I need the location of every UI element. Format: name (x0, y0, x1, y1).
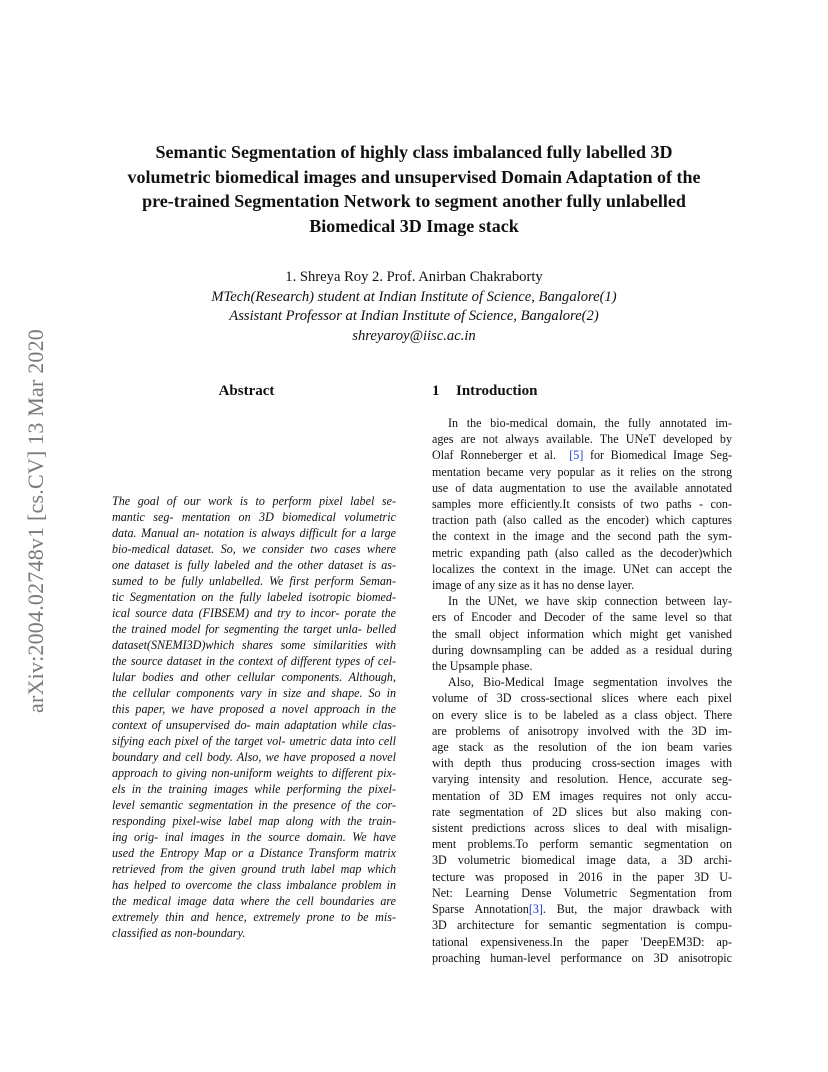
introduction-heading (432, 382, 732, 400)
paragraph-line (432, 447, 732, 463)
abstract-line: the medical image data where the cell boundaries are (112, 894, 396, 908)
abstract-line: boundary and cell body. Also, we have proposed a novel (112, 750, 396, 764)
paragraph-line: ers of Encoder and Decoder of the same level so that (432, 610, 732, 625)
author-block (96, 268, 732, 346)
paragraph-line: Also, Bio-Medical Image segmentation involves the (448, 675, 732, 690)
text-run: Sparse Annotation (432, 902, 529, 917)
abstract-line: els in the training images while performing the pixel- (112, 782, 396, 796)
paragraph-line: In the bio-medical domain, the fully annotated im- (448, 416, 732, 430)
paragraph-line: localizes the context in the image. UNet can accept the (432, 561, 732, 576)
abstract-line: sumed to be fully unlabelled. We first perform Seman- (112, 574, 396, 588)
paragraph-line: Net: Learning Dense Volumetric Segmentation from (432, 885, 732, 900)
abstract-line: one dataset is fully labeled and the other dataset is as- (112, 558, 396, 572)
title-line: volumetric biomedical images and unsupervised Domain Adaptation of the (127, 166, 701, 187)
abstract-line: ical source data (FIBSEM) and try to incor- porate the (112, 606, 396, 620)
abstract-line: this paper, we have proposed a novel approach in the (112, 702, 396, 716)
text-run: . But, the major drawback with (542, 902, 732, 917)
abstract-body (112, 493, 396, 941)
abstract-line: mantic seg- mentation on 3D biomedical volumetric (112, 510, 396, 524)
paragraph-line: the small object information which might get vanished (432, 626, 732, 641)
paragraph-line: are problems of anisotropy involved with the 3D im- (432, 723, 732, 738)
paragraph-line: 3D architecture for semantic segmentation is compu- (432, 918, 732, 933)
text-run: Olaf Ronneberger et al. (432, 448, 557, 463)
paragraph-line: during downsampling can be added as a residual during (432, 642, 732, 657)
paragraph-line: ages are not always available. The UNeT developed by (432, 432, 732, 447)
paragraph-line: samples more efficiently.It consists of two paths - con- (432, 497, 732, 512)
paragraph-line: ment problems.To perform semantic segmentation on (432, 837, 732, 852)
paragraph-line: varying intensity and resolution. Hence, accurate seg- (432, 772, 732, 787)
paragraph-line: mentation of 3D EM images requires not only accu- (432, 788, 732, 803)
abstract-line: extremely thin and hence, extremely prone to be mis- (112, 910, 396, 924)
paragraph-line: rate segmentation of 2D slices but also making con- (432, 804, 732, 819)
abstract-line: retrieved from the given ground truth label map which (112, 862, 396, 876)
abstract-line: sifying each pixel of the target vol- umetric data into cell (112, 734, 396, 748)
paragraph-line: on every slice is to be labeled as a class object. There (432, 707, 732, 722)
section-number: 1 (432, 383, 440, 399)
abstract-line: level semantic segmentation in the presence of the cor- (112, 798, 396, 812)
paragraph-line: use of data augmentation to use the available annotated (432, 480, 732, 495)
paragraph-line: with depth thus producing cross-section images with (432, 756, 732, 771)
paragraph-line: sistent predictions across slices to deal with misalign- (432, 821, 732, 836)
affiliation-2: Assistant Professor at Indian Institute of Science, Bangalore(2) (229, 308, 599, 324)
abstract-line: context of unsupervised do- main adaptation while clas- (112, 718, 396, 732)
paragraph-line: metric expanding path (also called as the decoder)which (432, 545, 732, 560)
section-title: Introduction (456, 383, 538, 399)
abstract-line: responding pixel-wise label map along with the train- (112, 814, 396, 828)
introduction-body (432, 415, 732, 966)
abstract-line: classified as non-boundary. (112, 926, 246, 940)
abstract-line: the trained model for segmenting the target unla- belled (112, 622, 396, 636)
paragraph-line: the context in the image and the second path the sym- (432, 529, 732, 544)
abstract-line: has helped to overcome the class imbalance problem in (112, 878, 396, 892)
abstract-line: lular bodies and other cellular components. Although, (112, 670, 396, 684)
abstract-heading: Abstract (218, 383, 275, 399)
author-names: 1. Shreya Roy 2. Prof. Anirban Chakraborty (285, 269, 543, 285)
citation-link-5[interactable]: [5] (569, 448, 584, 463)
abstract-line: approach to giving non-uniform weights to different pix- (112, 766, 396, 780)
arxiv-identifier: arXiv:2004.02748v1 [cs.CV] 13 Mar 2020 (23, 329, 48, 713)
paragraph-line (432, 901, 732, 917)
paper-title (96, 140, 732, 238)
title-line: Semantic Segmentation of highly class imbalanced fully labelled 3D (155, 142, 673, 162)
title-line: Biomedical 3D Image stack (309, 215, 519, 236)
paragraph-line: the Upsample phase. (432, 659, 533, 674)
paragraph-line: tecture was proposed in 2016 in the paper 3D U- (432, 869, 732, 884)
abstract-line: bio-medical dataset. So, we consider two cases where (112, 542, 396, 556)
paragraph-line: mentation became very popular as it relies on the strong (432, 464, 732, 479)
paragraph-line: tational expensiveness.In the paper 'DeepEM3D: ap- (432, 934, 732, 949)
abstract-line: tic Segmentation on the fully labeled isotropic biomed- (112, 590, 396, 604)
abstract-line: dataset(SNEMI3D)which shares some similarities with (112, 638, 396, 652)
abstract-line: used the Entropy Map or a Distance Transform matrix (112, 846, 396, 860)
abstract-line: The goal of our work is to perform pixel label se- (112, 494, 396, 508)
arxiv-sidebar (23, 283, 49, 759)
paragraph-line: 3D volumetric biomedical image data, a 3D archi- (432, 853, 732, 868)
text-run: for Biomedical Image Seg- (589, 448, 733, 463)
abstract-line: ing orig- inal images in the source domain. We have (112, 830, 396, 844)
citation-link-3[interactable]: [3] (528, 902, 543, 917)
author-email: shreyaroy@iisc.ac.in (352, 327, 476, 344)
paragraph-line: volume of 3D cross-sectional slices where each pixel (432, 691, 732, 706)
title-line: pre-trained Segmentation Network to segment another fully unlabelled (142, 191, 686, 211)
paragraph-line: proaching human-level performance on 3D anisotropic (432, 950, 732, 965)
paragraph-line: image of any size as it has no dense layer. (432, 578, 635, 593)
paragraph-line: In the UNet, we have skip connection between lay- (448, 594, 732, 609)
abstract-line: the source dataset in the context of different types of cel- (112, 654, 396, 668)
abstract-line: the cellular components vary in size and shape. So in (112, 686, 396, 700)
paragraph-line: age stack as the resolution of the ion beam varies (432, 740, 732, 755)
affiliation-1: MTech(Research) student at Indian Institute of Science, Bangalore(1) (211, 288, 617, 305)
paragraph-line: traction path (also called as the encoder) which captures (432, 513, 732, 528)
abstract-line: data. Manual an- notation is always difficult for a large (112, 526, 396, 540)
